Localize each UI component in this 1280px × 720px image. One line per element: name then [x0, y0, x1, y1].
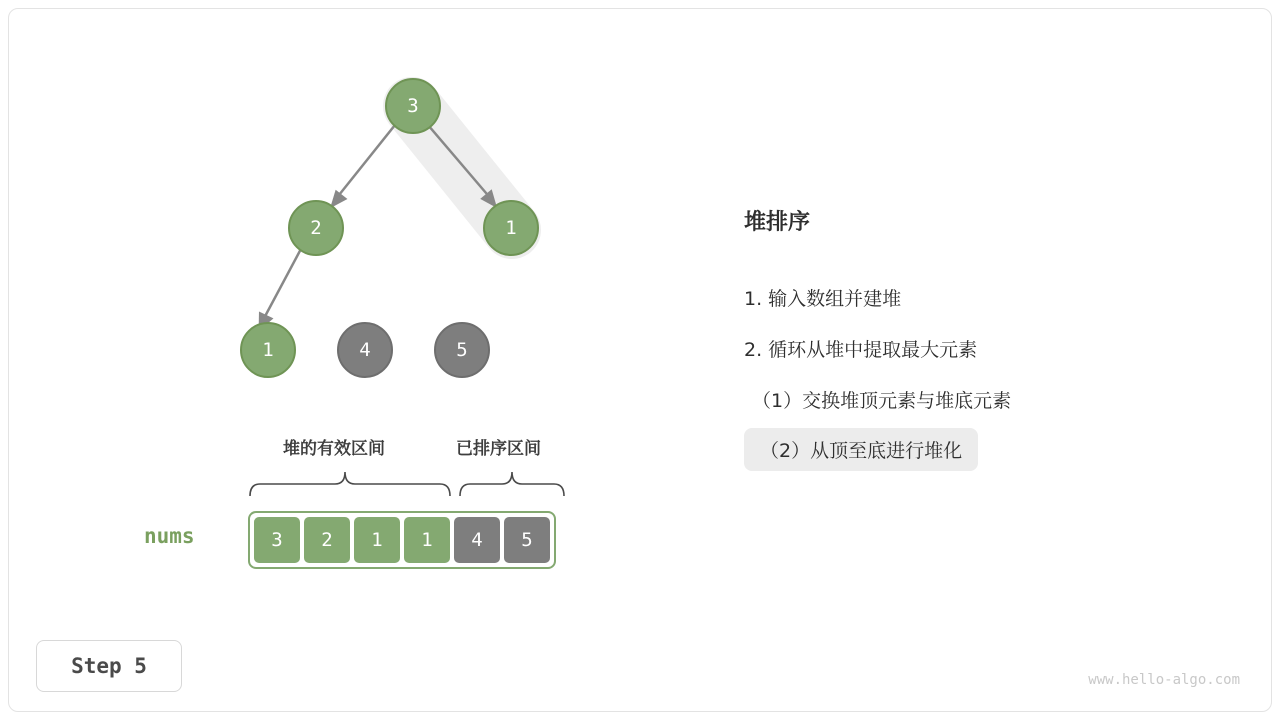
tree-node-value: 5: [456, 339, 468, 361]
tree-node-value: 3: [407, 95, 419, 117]
tree-node-leaf-3: [434, 322, 490, 378]
array-cell-value: 2: [321, 529, 333, 551]
panel-step-1: 1. 输入数组并建堆: [744, 288, 902, 310]
array-cell: [454, 517, 500, 563]
tree-node-value: 1: [262, 339, 274, 361]
brace-group: [240, 470, 590, 504]
array-cell: [354, 517, 400, 563]
tree-node-left: [288, 200, 344, 256]
array-cell: [304, 517, 350, 563]
array-cell: [504, 517, 550, 563]
panel-step-2: 2. 循环从堆中提取最大元素: [744, 339, 978, 361]
array-cell-value: 5: [521, 529, 533, 551]
array-cell: [254, 517, 300, 563]
array-label: nums: [144, 524, 195, 548]
panel-title: 堆排序: [744, 210, 811, 235]
brace-label-sorted-range: 已排序区间: [456, 439, 541, 459]
panel-substep-2: （2）从顶至底进行堆化: [760, 440, 963, 462]
array-cell-value: 1: [371, 529, 383, 551]
tree-node-leaf-1: [240, 322, 296, 378]
array-cell-value: 4: [471, 529, 483, 551]
step-badge: Step 5: [36, 640, 182, 692]
brace-label-heap-range: 堆的有效区间: [283, 439, 385, 459]
panel-substep-2-highlight: [744, 428, 978, 471]
watermark: www.hello-algo.com: [1088, 672, 1240, 688]
tree-node-value: 1: [505, 217, 517, 239]
array-container: [248, 511, 556, 569]
array-cell: [404, 517, 450, 563]
tree-node-leaf-2: [337, 322, 393, 378]
tree-node-root: [385, 78, 441, 134]
tree-node-value: 4: [359, 339, 371, 361]
tree-node-value: 2: [310, 217, 322, 239]
array-cell-value: 3: [271, 529, 283, 551]
array-cell-value: 1: [421, 529, 433, 551]
panel-substep-1: （1）交换堆顶元素与堆底元素: [752, 390, 1012, 412]
tree-node-right: [483, 200, 539, 256]
